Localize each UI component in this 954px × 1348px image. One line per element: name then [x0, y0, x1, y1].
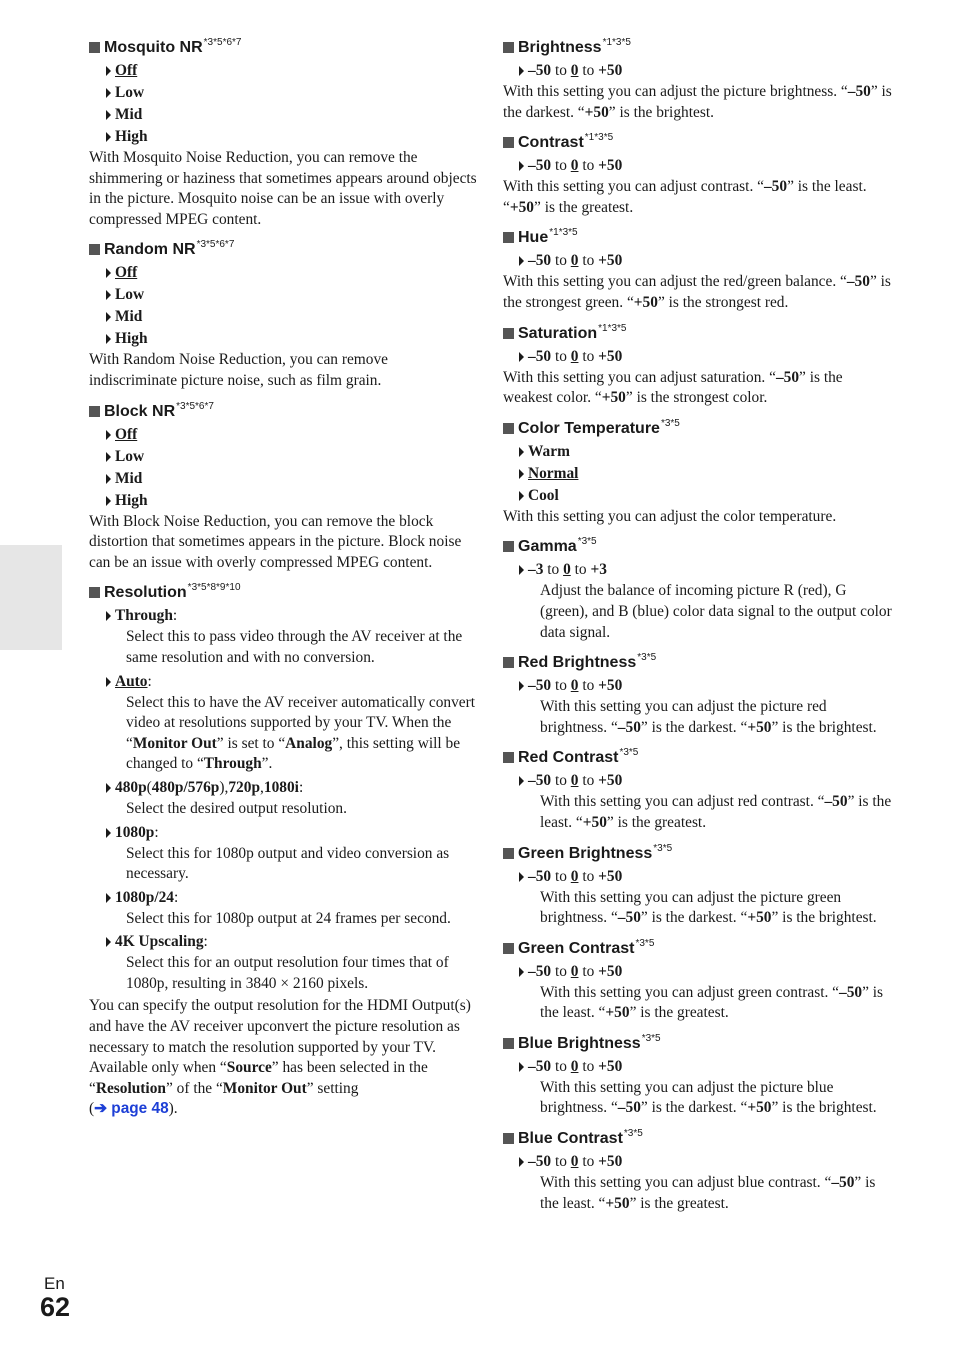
option-high: High: [89, 490, 479, 512]
section-description: With this setting you can adjust the picture red brightness. “–50” is the darkest. “+50” is the brightest.: [540, 698, 877, 736]
section-blue-contrast: [503, 1129, 893, 1214]
section-description: You can specify the output resolution for the HDMI Output(s) and have the AV receiver upconvert the picture resolution as necessary to match the resolution supported by your TV.: [89, 997, 471, 1056]
option-1080p-24: 1080p/24 :: [89, 887, 479, 909]
section-heading: Mosquito NR *3*5*6*7: [89, 38, 479, 58]
value-range: –50 to 0 to +50: [503, 770, 893, 792]
triangle-right-icon: [519, 66, 524, 76]
triangle-right-icon: [106, 430, 111, 440]
triangle-right-icon: [519, 256, 524, 266]
option-low: Low: [89, 82, 479, 104]
section-resolution: [89, 583, 479, 1120]
square-bullet-icon: [503, 423, 514, 434]
right-column: [503, 38, 893, 1224]
square-bullet-icon: [503, 848, 514, 859]
triangle-right-icon: [106, 783, 111, 793]
square-bullet-icon: [503, 1038, 514, 1049]
triangle-right-icon: [519, 161, 524, 171]
square-bullet-icon: [503, 1133, 514, 1144]
section-heading: Block NR *3*5*6*7: [89, 402, 479, 422]
section-heading: Green Brightness *3*5: [503, 844, 893, 864]
section-red-brightness: [503, 653, 893, 738]
option-description: Select this for 1080p output at 24 frames per second.: [126, 909, 451, 927]
triangle-right-icon: [106, 110, 111, 120]
option-4k-upscaling: 4K Upscaling :: [89, 931, 479, 953]
section-mosquito-nr: [89, 38, 479, 230]
section-green-brightness: [503, 844, 893, 929]
value-range: –50 to 0 to +50: [503, 60, 893, 82]
section-heading: Blue Brightness *3*5: [503, 1034, 893, 1054]
section-heading: Blue Contrast *3*5: [503, 1129, 893, 1149]
triangle-right-icon: [106, 677, 111, 687]
square-bullet-icon: [503, 137, 514, 148]
section-description: With this setting you can adjust saturation. “–50” is the weakest color. “+50” is the strongest color.: [503, 368, 843, 407]
section-description: Adjust the balance of incoming picture R (red), G (green), and B (blue) color data signal to the output color data signal.: [540, 582, 892, 641]
section-heading: Brightness *1*3*5: [503, 38, 893, 58]
option-description: Select the desired output resolution.: [126, 799, 347, 817]
option-off: Off: [89, 60, 479, 82]
square-bullet-icon: [503, 943, 514, 954]
square-bullet-icon: [89, 244, 100, 255]
triangle-right-icon: [106, 828, 111, 838]
option-mid: Mid: [89, 306, 479, 328]
section-heading: Contrast *1*3*5: [503, 133, 893, 153]
section-description: With Random Noise Reduction, you can remove indiscriminate picture noise, such as film grain.: [89, 351, 389, 389]
value-range: –50 to 0 to +50: [503, 675, 893, 697]
section-saturation: [503, 324, 893, 409]
triangle-right-icon: [519, 776, 524, 786]
triangle-right-icon: [106, 937, 111, 947]
triangle-right-icon: [106, 893, 111, 903]
option-normal: Normal: [503, 463, 893, 485]
section-heading: Color Temperature *3*5: [503, 419, 893, 439]
value-range: –50 to 0 to +50: [503, 1056, 893, 1078]
value-range: –50 to 0 to +50: [503, 155, 893, 177]
value-range: –3 to 0 to +3: [503, 559, 893, 581]
section-description: With this setting you can adjust the red/green balance. “–50” is the strongest green. “+50” is the strongest red.: [503, 273, 891, 311]
section-heading: Resolution *3*5*8*9*10: [89, 583, 479, 603]
value-range: –50 to 0 to +50: [503, 866, 893, 888]
triangle-right-icon: [106, 88, 111, 98]
section-block-nr: [89, 402, 479, 574]
square-bullet-icon: [503, 42, 514, 53]
triangle-right-icon: [106, 290, 111, 300]
option-off: Off: [89, 424, 479, 446]
section-heading: Gamma *3*5: [503, 537, 893, 557]
section-brightness: [503, 38, 893, 123]
section-heading: Green Contrast *3*5: [503, 939, 893, 959]
section-heading: Red Brightness *3*5: [503, 653, 893, 673]
value-range: –50 to 0 to +50: [503, 250, 893, 272]
triangle-right-icon: [519, 469, 524, 479]
triangle-right-icon: [519, 681, 524, 691]
value-range: –50 to 0 to +50: [503, 346, 893, 368]
triangle-right-icon: [106, 611, 111, 621]
section-description: With this setting you can adjust blue contrast. “–50” is the least. “+50” is the greatest.: [540, 1174, 876, 1212]
section-green-contrast: [503, 939, 893, 1024]
triangle-right-icon: [106, 474, 111, 484]
option-off: Off: [89, 262, 479, 284]
side-tab: [0, 545, 62, 650]
triangle-right-icon: [106, 66, 111, 76]
option-cool: Cool: [503, 485, 893, 507]
section-description: With Mosquito Noise Reduction, you can remove the shimmering or haziness that sometimes appears around objects in the picture. Mosquito noise can be an issue with overly compressed MPEG content.: [89, 149, 477, 228]
triangle-right-icon: [106, 268, 111, 278]
option-description: Select this to pass video through the AV receiver at the same resolution and with no conversion.: [126, 628, 463, 666]
triangle-right-icon: [519, 872, 524, 882]
page-number: 62: [40, 1292, 71, 1322]
section-heading: Random NR *3*5*6*7: [89, 240, 479, 260]
triangle-right-icon: [519, 1062, 524, 1072]
section-contrast: [503, 133, 893, 218]
section-color-temperature: [503, 419, 893, 528]
option-480p: 480p ( 480p/576p ), 720p , 1080i :: [89, 777, 479, 799]
triangle-right-icon: [519, 491, 524, 501]
triangle-right-icon: [519, 352, 524, 362]
square-bullet-icon: [89, 42, 100, 53]
option-auto: Auto :: [89, 671, 479, 693]
option-mid: Mid: [89, 468, 479, 490]
triangle-right-icon: [106, 312, 111, 322]
section-description: With this setting you can adjust the picture brightness. “–50” is the darkest. “+50” is the brightest.: [503, 83, 892, 121]
triangle-right-icon: [106, 452, 111, 462]
value-range: –50 to 0 to +50: [503, 1151, 893, 1173]
section-heading: Saturation *1*3*5: [503, 324, 893, 344]
page-link[interactable]: ➔ page 48: [94, 1100, 169, 1118]
triangle-right-icon: [106, 334, 111, 344]
option-1080p: 1080p :: [89, 822, 479, 844]
section-heading: Hue *1*3*5: [503, 228, 893, 248]
triangle-right-icon: [519, 565, 524, 575]
section-description: With this setting you can adjust green contrast. “–50” is the least. “+50” is the greatest.: [540, 983, 884, 1022]
option-description: Select this for an output resolution four times that of 1080p, resulting in 3840 × 2160 pixels.: [126, 954, 449, 992]
value-range: –50 to 0 to +50: [503, 961, 893, 983]
section-note: Available only when “Source” has been selected in the “Resolution” of the “Monitor Out” setting (➔ page 48).: [89, 1059, 428, 1118]
option-through: Through :: [89, 605, 479, 627]
option-mid: Mid: [89, 104, 479, 126]
section-hue: [503, 228, 893, 313]
triangle-right-icon: [519, 967, 524, 977]
square-bullet-icon: [89, 406, 100, 417]
option-description: Select this to have the AV receiver automatically convert video at resolutions supported by your TV. When the “Monitor Out” is set to “Analog”, this setting will be changed to “Through”.: [126, 693, 476, 773]
option-low: Low: [89, 446, 479, 468]
square-bullet-icon: [89, 587, 100, 598]
option-high: High: [89, 328, 479, 350]
section-description: With this setting you can adjust red contrast. “–50” is the least. “+50” is the greatest.: [540, 793, 892, 831]
section-blue-brightness: [503, 1034, 893, 1119]
triangle-right-icon: [519, 1157, 524, 1167]
option-warm: Warm: [503, 441, 893, 463]
section-description: With this setting you can adjust the picture blue brightness. “–50” is the darkest. “+50” is the brightest.: [540, 1078, 877, 1117]
section-description: With this setting you can adjust the color temperature.: [503, 507, 837, 525]
section-description: With this setting you can adjust contrast. “–50” is the least. “+50” is the greatest.: [503, 178, 867, 216]
section-red-contrast: [503, 748, 893, 833]
section-random-nr: [89, 240, 479, 391]
option-high: High: [89, 126, 479, 148]
square-bullet-icon: [503, 752, 514, 763]
square-bullet-icon: [503, 328, 514, 339]
section-heading: Red Contrast *3*5: [503, 748, 893, 768]
section-description: With Block Noise Reduction, you can remove the block distortion that sometimes appears in the picture. Block noise can be an issue with overly compressed MPEG content.: [89, 512, 462, 571]
square-bullet-icon: [503, 657, 514, 668]
left-column: [89, 38, 479, 1130]
option-low: Low: [89, 284, 479, 306]
section-description: With this setting you can adjust the picture green brightness. “–50” is the darkest. “+50” is the brightest.: [540, 888, 877, 927]
triangle-right-icon: [106, 496, 111, 506]
triangle-right-icon: [519, 447, 524, 457]
square-bullet-icon: [503, 232, 514, 243]
footer-language: En: [44, 1274, 65, 1293]
option-description: Select this for 1080p output and video conversion as necessary.: [126, 844, 450, 883]
triangle-right-icon: [106, 132, 111, 142]
square-bullet-icon: [503, 541, 514, 552]
section-gamma: [503, 537, 893, 643]
